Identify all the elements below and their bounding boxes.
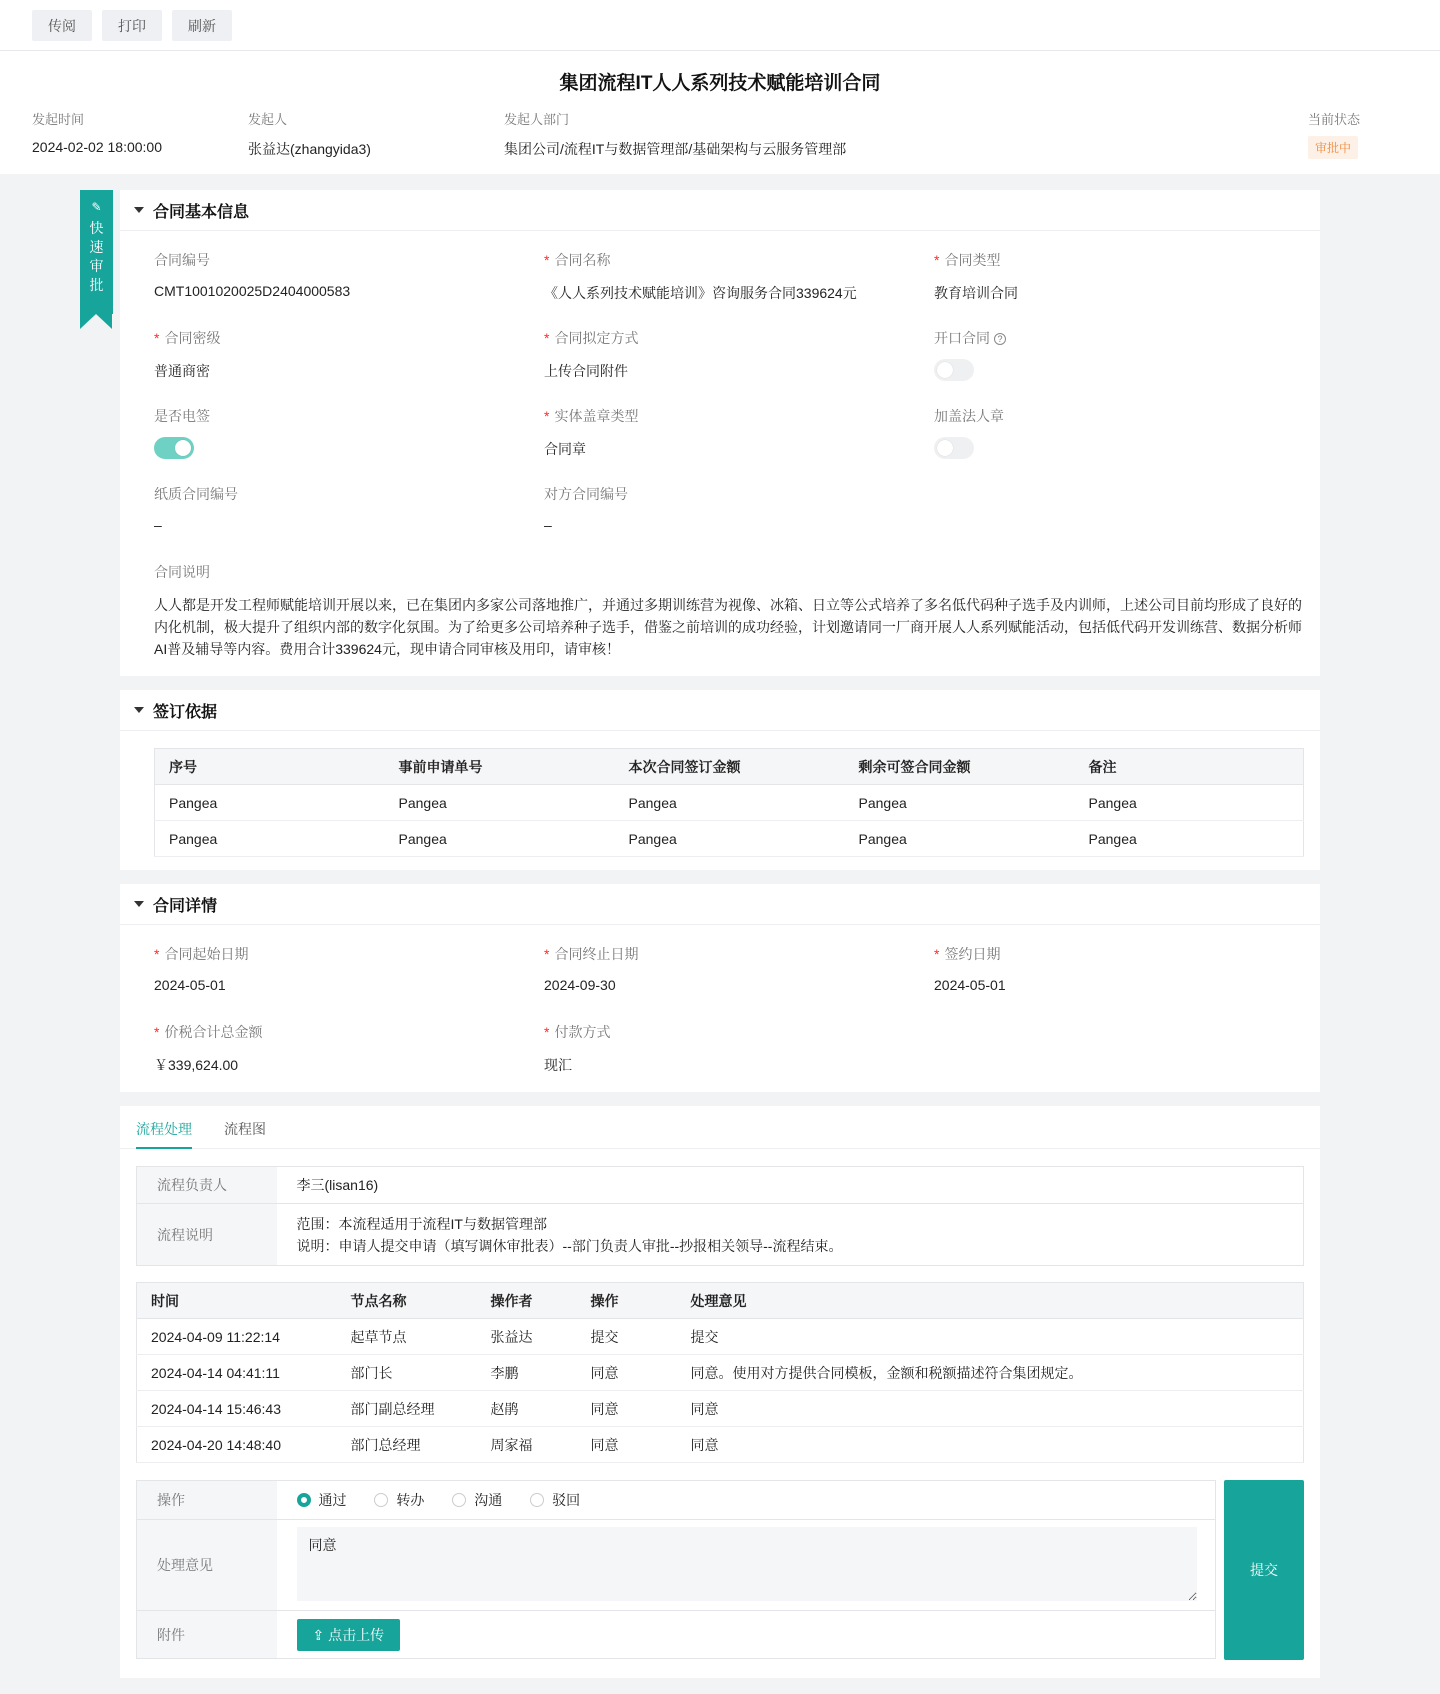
amount-field [154,1022,262,1075]
table-cell: 赵鹃 [477,1391,577,1427]
required-mark: * [154,1024,160,1040]
required-mark: * [154,330,160,346]
required-mark: * [544,330,550,346]
legal-seal-toggle[interactable] [934,437,974,459]
approval-form-table [136,1480,1216,1659]
table-cell: Pangea [845,785,1075,821]
open-contract-label: 开口合同 [934,330,990,346]
table-cell: Pangea [385,785,615,821]
approval-log-table [136,1282,1304,1463]
sign-date-label: 签约日期 [944,946,1001,962]
table-cell: Pangea [615,821,845,857]
action-options [277,1481,1216,1520]
payment-label: 付款方式 [554,1024,611,1040]
start-time-label: 发起时间 [32,112,85,127]
action-label: 操作 [137,1481,277,1520]
dept-label: 发起人部门 [504,112,570,127]
col-header: 操作 [577,1283,677,1319]
submit-button[interactable]: 提交 [1224,1480,1304,1660]
sign-date-field [934,944,1006,993]
start-date-value: 2024-05-01 [154,977,226,993]
contract-type-label: 合同类型 [944,252,1001,268]
status-badge: 审批中 [1308,136,1358,159]
table-cell: Pangea [845,821,1075,857]
table-cell: 周家福 [477,1427,577,1463]
contract-details-title: 合同详情 [153,897,218,915]
draft-method-field [544,328,638,381]
table-cell: 同意 [577,1355,677,1391]
paper-no-value: – [154,517,162,533]
opinion-textarea[interactable] [297,1527,1197,1601]
end-date-field [544,944,638,993]
process-desc-value [277,1204,1304,1266]
table-cell: 部门总经理 [337,1427,477,1463]
table-cell: Pangea [1075,821,1304,857]
dept-value: 集团公司/流程IT与数据管理部/基础架构与云服务管理部 [504,141,847,157]
contract-name-field [544,250,857,303]
radio-label: 驳回 [552,1492,581,1508]
table-row [155,821,1304,857]
radio-label: 沟通 [474,1492,503,1508]
contract-no-label: 合同编号 [154,252,210,268]
caret-down-icon [134,901,144,907]
toggle-knob [937,362,953,378]
process-desc-line1: 范围：本流程适用于流程IT与数据管理部 [296,1215,547,1232]
attachment-row [137,1611,1216,1659]
process-desc-row [137,1204,1304,1266]
paper-no-label: 纸质合同编号 [154,486,238,502]
payment-field [544,1022,610,1075]
page-title: 集团流程IT人人系列技术赋能培训合同 [559,73,881,94]
radio-dot [530,1493,544,1507]
contract-no-value: CMT1001020025D2404000583 [154,283,351,299]
required-mark: * [544,1024,550,1040]
start-date-field [154,944,248,993]
start-date-label: 合同起始日期 [164,946,249,962]
process-desc-line2: 说明：申请人提交申请（填写调休审批表）--部门负责人审批--抄报相关领导--流程结束。 [296,1237,843,1254]
print-button[interactable]: 打印 [102,10,162,41]
seal-type-label: 实体盖章类型 [554,408,639,424]
basic-info-section [120,190,1320,676]
top-toolbar [0,0,1440,51]
end-date-label: 合同终止日期 [554,946,639,962]
upload-button[interactable] [297,1619,401,1651]
table-cell: 张益达 [477,1319,577,1355]
signing-basis-table-wrap [154,748,1304,857]
table-cell: 部门副总经理 [337,1391,477,1427]
legal-seal-field [934,406,1004,459]
amount-value: ￥339,624.00 [154,1057,239,1073]
table-cell: 李鹏 [477,1355,577,1391]
payment-value: 现汇 [544,1057,572,1073]
required-mark: * [544,252,550,268]
attachment-cell [277,1611,1216,1659]
radio-dot [374,1493,388,1507]
radio-dot [297,1493,311,1507]
col-header: 操作者 [477,1283,577,1319]
legal-seal-label: 加盖法人章 [934,408,1004,424]
col-header: 节点名称 [337,1283,477,1319]
required-mark: * [934,252,940,268]
table-row [137,1391,1304,1427]
secrecy-field [154,328,220,381]
process-info-wrap [136,1166,1304,1266]
status-label: 当前状态 [1308,112,1361,127]
contract-name-value: 《人人系列技术赋能培训》咨询服务合同339624元 [544,285,857,301]
dept-block [504,109,846,159]
upload-icon: ⇪ [312,1626,325,1643]
open-contract-field [934,328,1006,381]
pencil-icon: ✎ [91,200,102,214]
initiator-label: 发起人 [248,112,288,127]
process-desc-label: 流程说明 [137,1204,277,1266]
process-owner-label: 流程负责人 [137,1167,277,1204]
initiator-block [248,109,371,159]
table-cell: Pangea [155,821,385,857]
table-cell: Pangea [1075,785,1304,821]
draft-method-value: 上传合同附件 [544,363,628,379]
col-header: 事前申请单号 [385,749,615,785]
paper-no-field [154,484,238,533]
table-cell: 提交 [577,1319,677,1355]
radio-dot [452,1493,466,1507]
radio-communicate[interactable] [452,1490,502,1510]
help-icon[interactable]: ? [994,333,1006,345]
table-cell: 2024-04-14 04:41:11 [137,1355,337,1391]
contract-desc-value: 人人都是开发工程师赋能培训开展以来，已在集团内多家公司落地推广，并通过多期训练营为视像、冰箱、日立等公式培养了多名低代码种子选手及内训师，上述公司目前均形成了良好的内化机制，极大提升了组织内部的数字化氛围。为了给更多公司培养种子选手，借鉴之前培训的成功经验，计划邀请同一厂商开展人人系列赋能活动，包括低代码开发训练营、数据分析师AI普及辅导等内容。费用合计339624元，现申请合同审核及用印，请审核！ [154,597,1302,657]
radio-transfer[interactable] [374,1490,424,1510]
esign-toggle[interactable] [154,437,194,459]
secrecy-value: 普通商密 [154,363,210,379]
required-mark: * [154,946,160,962]
process-owner-value: 李三(lisan16) [277,1167,1304,1204]
esign-field [154,406,210,459]
esign-label: 是否电签 [154,408,210,424]
start-time-value: 2024-02-02 18:00:00 [32,139,162,155]
tab-process-handle[interactable]: 流程处理 [136,1106,192,1149]
process-owner-row [137,1167,1304,1204]
required-mark: * [544,408,550,424]
table-row [137,1427,1304,1463]
approval-form-wrap [136,1480,1216,1659]
sign-date-value: 2024-05-01 [934,977,1006,993]
initiator-value: 张益达(zhangyida3) [248,141,371,157]
seal-type-value: 合同章 [544,441,586,457]
process-section [120,1106,1320,1678]
table-row [155,785,1304,821]
caret-down-icon [134,207,144,213]
contract-details-section [120,884,1320,1092]
radio-label: 转办 [396,1492,425,1508]
status-block [1308,109,1360,159]
counterpart-no-field [544,484,628,533]
toggle-knob [175,440,191,456]
basic-info-title: 合同基本信息 [153,203,250,221]
attachment-label: 附件 [137,1611,277,1659]
table-cell: Pangea [385,821,615,857]
caret-down-icon [134,707,144,713]
approval-log-wrap [136,1282,1304,1463]
table-cell: 同意 [677,1427,1304,1463]
amount-label: 价税合计总金额 [164,1024,263,1040]
table-cell: 同意 [577,1391,677,1427]
contract-desc-field [154,562,1304,660]
contract-no-field [154,250,350,299]
contract-name-label: 合同名称 [554,252,611,268]
signing-basis-title: 签订依据 [153,703,218,721]
open-contract-toggle[interactable] [934,359,974,381]
upload-label: 点击上传 [328,1626,385,1643]
start-time-block [32,109,162,155]
col-header: 剩余可签合同金额 [845,749,1075,785]
col-header: 序号 [155,749,385,785]
radio-label: 通过 [318,1492,347,1508]
secrecy-label: 合同密级 [164,330,221,346]
col-header: 处理意见 [677,1283,1304,1319]
basic-info-header[interactable] [120,190,1320,231]
quick-approve-ribbon[interactable] [80,190,113,314]
table-cell: 同意 [677,1391,1304,1427]
table-cell: 部门长 [337,1355,477,1391]
col-header: 时间 [137,1283,337,1319]
contract-details-header[interactable] [120,884,1320,925]
counterpart-no-label: 对方合同编号 [544,486,628,502]
tab-process-chart[interactable]: 流程图 [224,1121,266,1137]
col-header: 备注 [1075,749,1304,785]
contract-type-value: 教育培训合同 [934,285,1018,301]
radio-approve[interactable] [297,1490,347,1510]
opinion-cell [277,1520,1216,1611]
contract-type-field [934,250,1018,303]
table-cell: 提交 [677,1319,1304,1355]
end-date-value: 2024-09-30 [544,977,616,993]
signing-basis-header[interactable] [120,690,1320,731]
table-header-row [155,749,1304,785]
table-cell: 同意 [577,1427,677,1463]
table-header-row [137,1283,1304,1319]
form-header [0,51,1440,174]
draft-method-label: 合同拟定方式 [554,330,639,346]
radio-reject[interactable] [530,1490,580,1510]
required-mark: * [934,946,940,962]
refresh-button[interactable]: 刷新 [172,10,232,41]
contract-desc-label: 合同说明 [154,564,210,580]
table-cell: Pangea [155,785,385,821]
table-cell: 起草节点 [337,1319,477,1355]
table-row [137,1355,1304,1391]
signing-basis-section [120,690,1320,870]
quick-approve-label: 快速审批 [89,220,104,293]
toggle-knob [937,440,953,456]
table-cell: Pangea [615,785,845,821]
opinion-label: 处理意见 [137,1520,277,1611]
table-row [137,1319,1304,1355]
opinion-row [137,1520,1216,1611]
table-cell: 2024-04-20 14:48:40 [137,1427,337,1463]
circulate-button[interactable]: 传阅 [32,10,92,41]
process-info-table [136,1166,1304,1266]
table-cell: 2024-04-14 15:46:43 [137,1391,337,1427]
signing-basis-table [154,748,1304,857]
counterpart-no-value: – [544,517,552,533]
table-cell: 同意。使用对方提供合同模板，金额和税额描述符合集团规定。 [677,1355,1304,1391]
required-mark: * [544,946,550,962]
process-tabs [120,1106,1320,1149]
col-header: 本次合同签订金额 [615,749,845,785]
seal-type-field [544,406,638,459]
action-row [137,1481,1216,1520]
table-cell: 2024-04-09 11:22:14 [137,1319,337,1355]
